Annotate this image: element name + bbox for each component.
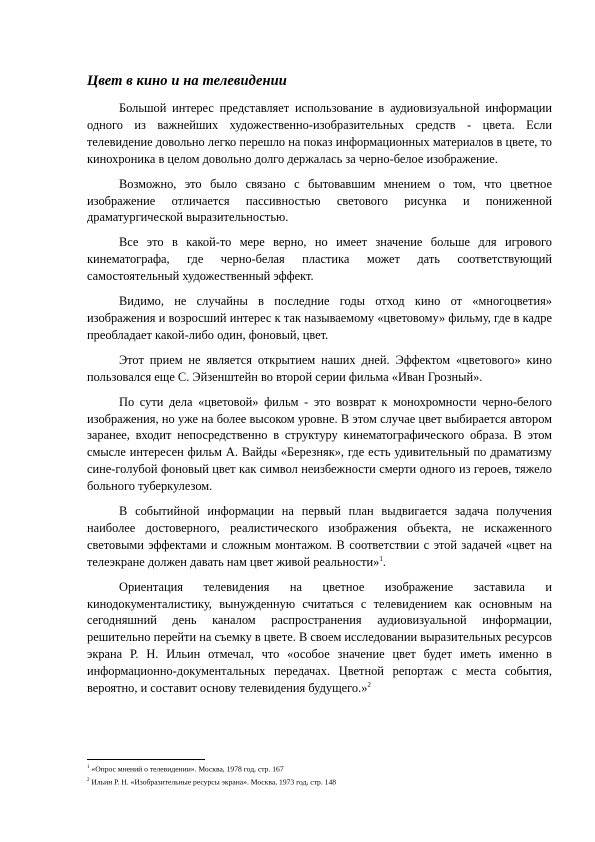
footnote: [87, 775, 552, 788]
paragraph: [87, 579, 552, 697]
footnote-number: 1: [87, 765, 90, 770]
paragraph-text: Возможно, это было связано с бытовавшим мнением о том, что цветное изображение отличается пассивностью светового рисунка и пониженной драматургической выразительностью.: [87, 176, 552, 225]
paragraph-text: В событийной информации на первый план выдвигается задача получения наиболее достоверного, реалистического изображения объекта, не искаженного световыми эффектами и сложным монтажом. В соответствии с этой задачей «цвет на телеэкране должен давать нам цвет живой реальности»: [87, 504, 552, 569]
paragraph: В событийной информации на первый план выдвигается задача получения наиболее достоверного, реалистического изображения объекта, не искаженного световыми эффектами и сложным монтажом. В соответствии с этой задачей «цвет на телеэкране должен давать нам цвет живой реальности»$^1$.: [87, 504, 552, 569]
paragraph: [87, 352, 552, 386]
paragraph-text: Ориентация телевидения на цветное изображение заставила и кинодокументалистику, вынужденную считаться с телевидением как основным на сегодняшний день каналом распространения аудиовизуальной информации, решительно перейти на съемку в цвете. В своем исследовании выразительных ресурсов экрана Р. Н. Ильин отмечал, что «особое значение цвет будет иметь именно в информационно-документальных передачах. Цветной репортаж с места события, вероятно, и составит основу телевидения будущего.»: [87, 579, 552, 696]
footnotes: [87, 762, 552, 787]
paragraph: [87, 176, 552, 227]
footnote-text: «Опрос мнений о телевидении». Москва, 1978 год, стр. 167: [91, 764, 284, 774]
footnote-mark[interactable]: 1: [379, 554, 383, 563]
document-body: [87, 73, 552, 705]
section-heading: Цвет в кино и на телевидении: [87, 73, 287, 89]
footnote-number: 2: [87, 777, 90, 783]
footnote-separator: [87, 759, 205, 760]
paragraph-text: Все это в какой-то мере верно, но имеет значение больше для игрового кинематографа, где черно-белая пластика может дать соответствующий самостоятельный художественный эффект.: [87, 235, 552, 284]
paragraph: [87, 293, 552, 344]
paragraph-text: По сути дела «цветовой» фильм - это возврат к монохромности черно-белого изображения, но уже на более высоком уровне. В этом случае цвет выбирается автором заранее, входит непосредственно в структуру кинематографического образа. В этом смысле интересен фильм А. Вайды «Березняк», где есть удивительный по драматизму сине-голубой фоновый цвет как символ неизбежности смерти одного из героев, тяжело больного туберкулезом.: [87, 394, 552, 494]
paragraph: [87, 234, 552, 285]
paragraph-text: Этот прием не является открытием наших дней. Эффектом «цветового» кино пользовался еще С. Эйзенштейн во второй серии фильма «Иван Грозный».: [87, 352, 552, 384]
paragraph: [87, 100, 552, 168]
footnote: [87, 762, 552, 775]
paragraph: [87, 394, 552, 495]
paragraph-text: Видимо, не случайны в последние годы отход кино от «многоцветия» изображения и возросший интерес к так называемому «цветовому» фильму, где в кадре преобладает какой-либо один, фоновый, цвет.: [87, 294, 552, 342]
paragraph-text: Большой интерес представляет использование в аудиовизуальной информации одного из важнейших художественно-изобразительных средств - цвета. Если телевидение довольно легко перешло на показ информационных материалов в цвете, то кинохроника в целом довольно долго держалась за черно-белое изображение.: [87, 101, 552, 166]
footnote-text: Ильин Р. Н. «Изобразительные ресурсы экрана». Москва, 1973 год, стр. 148: [91, 777, 337, 787]
footnote-mark[interactable]: 2: [367, 680, 371, 689]
